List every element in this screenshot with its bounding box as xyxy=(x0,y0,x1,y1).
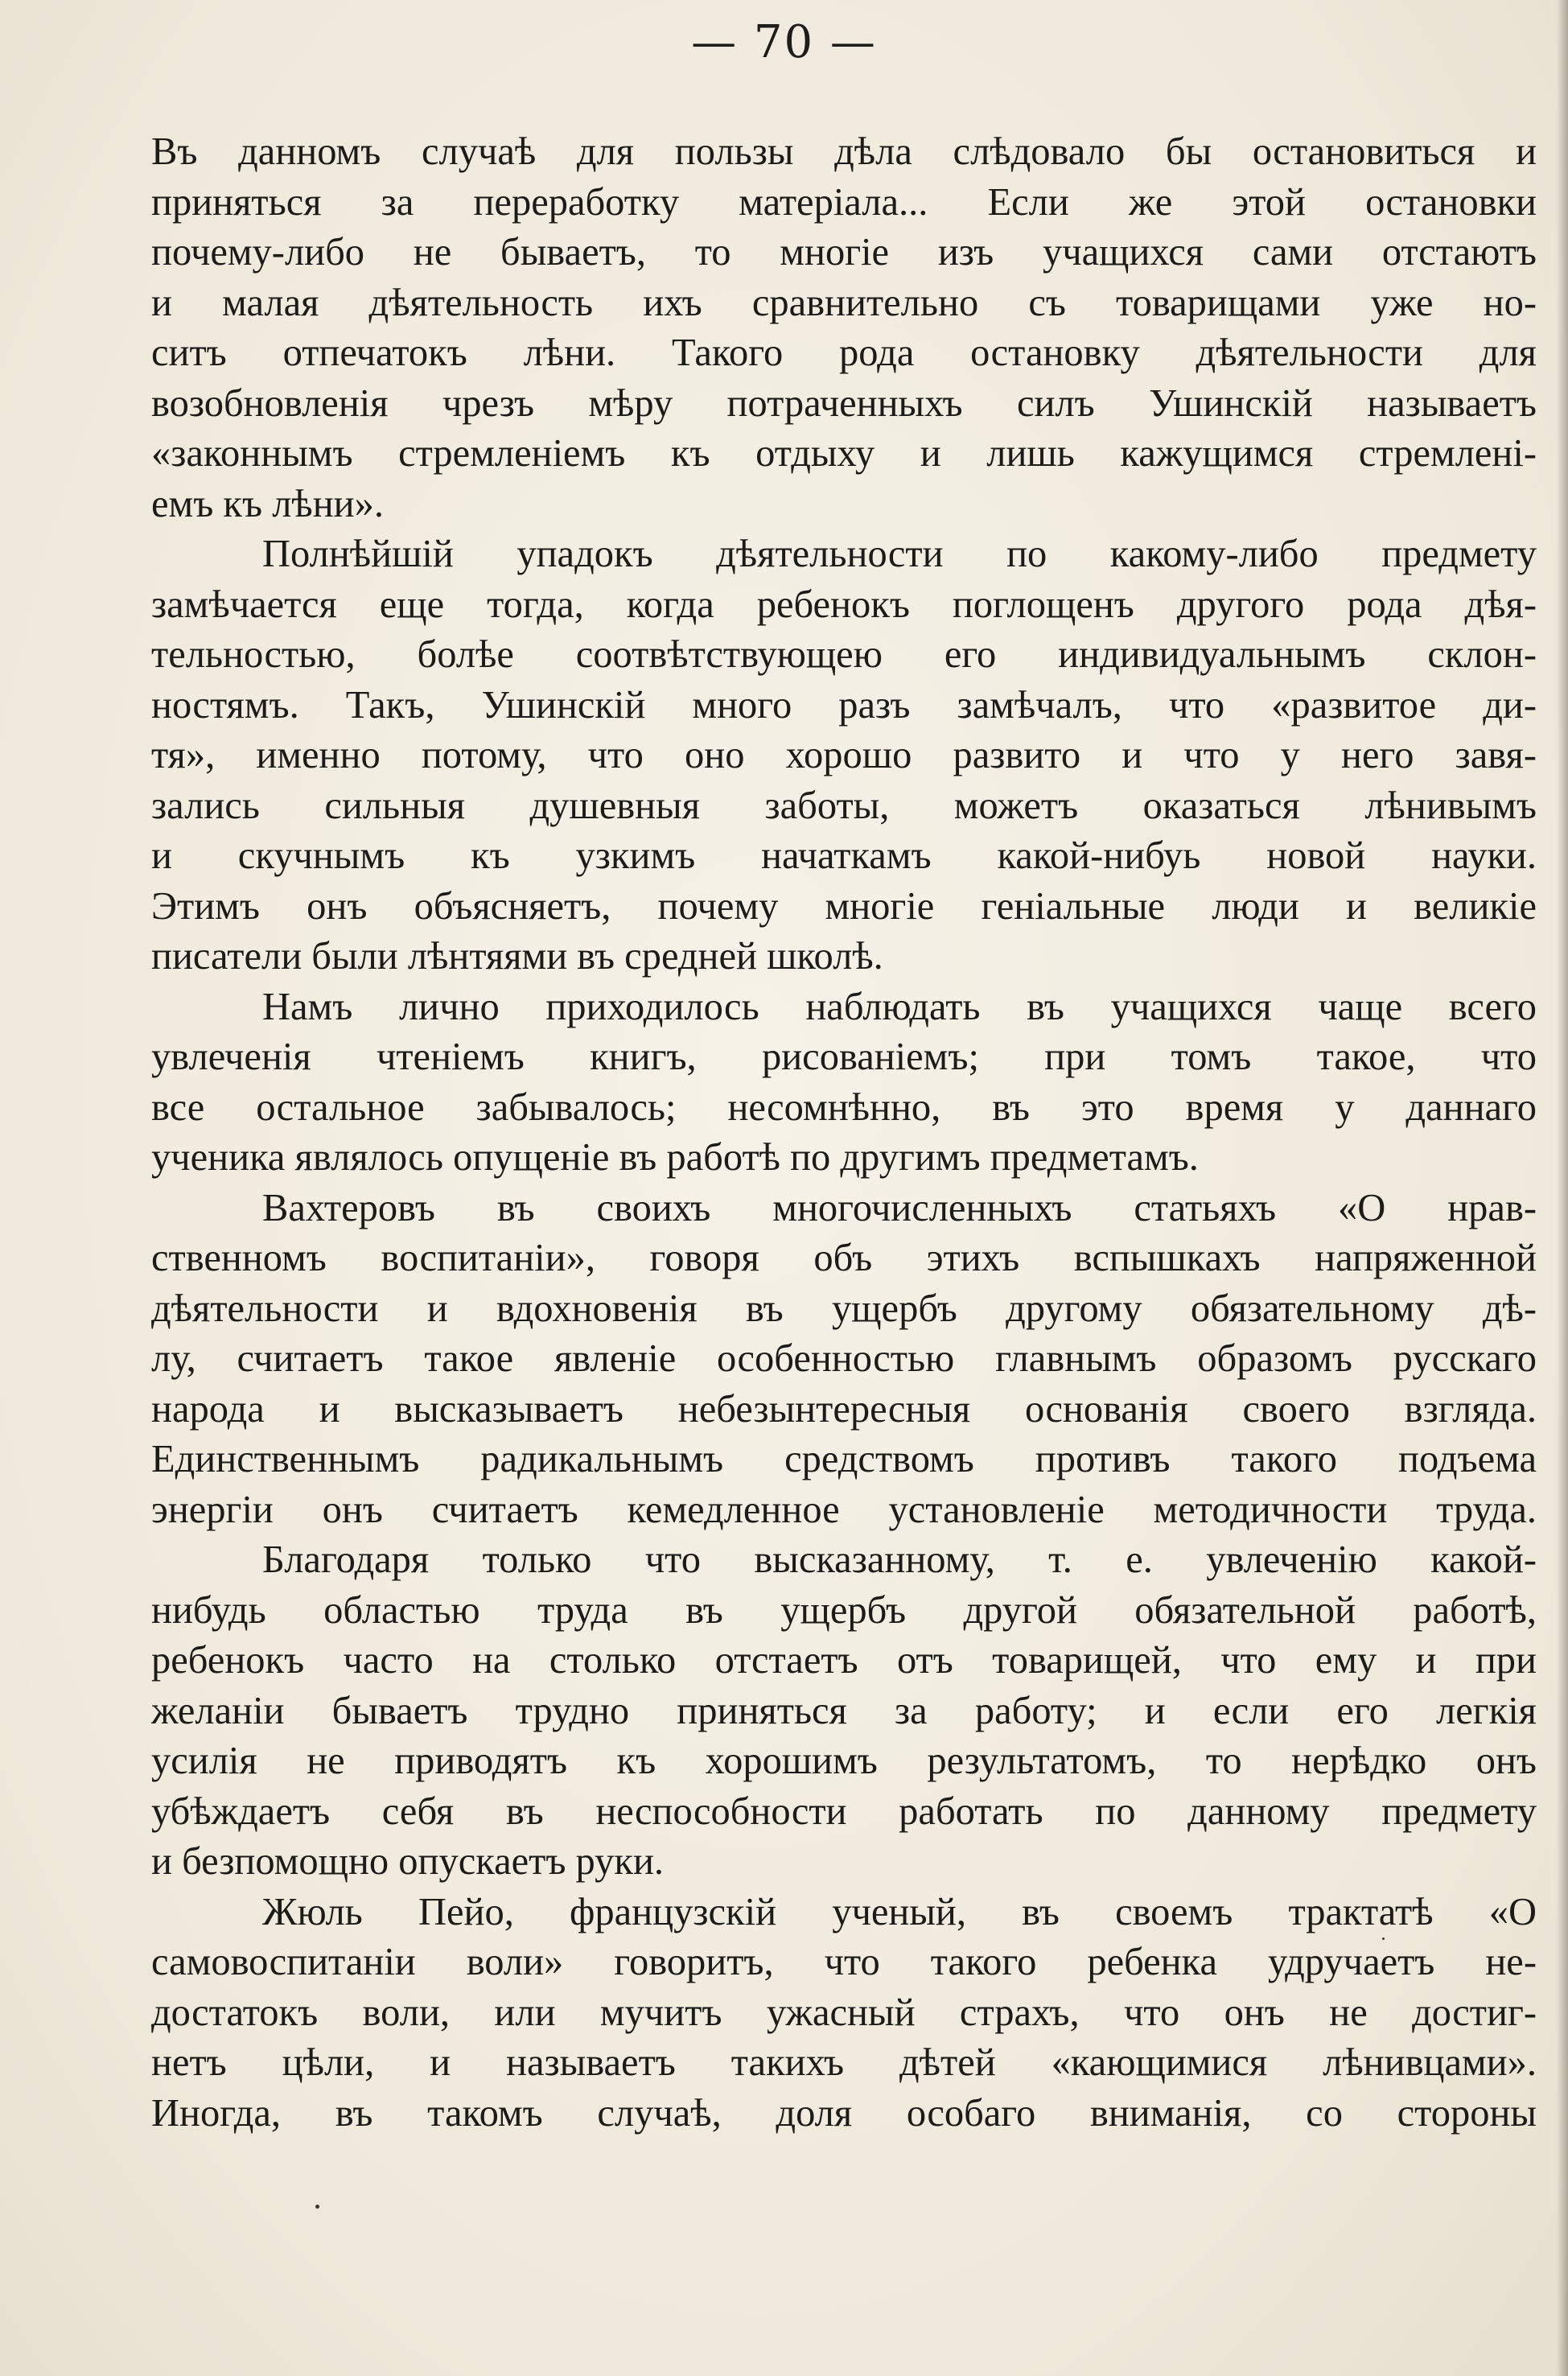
paragraph-5 xyxy=(151,1535,1537,1888)
body-text xyxy=(151,127,1537,2139)
paragraph-3 xyxy=(151,982,1537,1184)
text-line: и скучнымъ къ узкимъ начаткамъ какой-нибуь новой науки. xyxy=(151,834,1537,877)
text-line: ученика являлось опущеніе въ работѣ по другимъ предметамъ. xyxy=(151,1136,1199,1179)
text-line: ситъ отпечатокъ лѣни. Такого рода остановку дѣятельности для xyxy=(151,331,1537,374)
text-line: тя», именно потому, что оно хорошо развито и что у него завя- xyxy=(151,734,1537,776)
text-line: Полнѣйшій упадокъ дѣятельности по какому-либо предмету xyxy=(262,533,1537,575)
text-line: Этимъ онъ объясняетъ, почему многіе геніальные люди и великіе xyxy=(151,884,1537,928)
text-line: все остальное забывалось; несомнѣнно, въ это время у даннаго xyxy=(151,1085,1537,1129)
text-line: Благодаря только что высказанному, т. е. увлеченію какой- xyxy=(262,1538,1537,1581)
page-number: — 70 — xyxy=(691,16,877,68)
text-line: ственномъ воспитаніи», говоря объ этихъ вспышкахъ напряженной xyxy=(151,1237,1537,1279)
text-line: емъ къ лѣни». xyxy=(151,482,385,525)
text-line: Намъ лично приходилось наблюдать въ учащихся чаще всего xyxy=(262,985,1537,1028)
print-speck xyxy=(1382,1937,1385,1940)
print-speck xyxy=(315,2205,319,2209)
text-line: Иногда, въ такомъ случаѣ, доля особаго вниманія, со стороны xyxy=(151,2091,1537,2135)
text-line: народа и высказываетъ небезынтересныя основанія своего взгляда. xyxy=(151,1387,1537,1431)
text-line: увлеченія чтеніемъ книгъ, рисованіемъ; при томъ такое, что xyxy=(151,1036,1537,1078)
text-line: Единственнымъ радикальнымъ средствомъ противъ такого подъема xyxy=(151,1438,1537,1480)
paragraph-2 xyxy=(151,529,1537,982)
text-line: возобновленія чрезъ мѣру потраченныхъ силъ Ушинскій называетъ xyxy=(151,381,1537,425)
page-edge-shadow xyxy=(1557,0,1568,2376)
text-line: достатокъ воли, или мучитъ ужасный страхъ, что онъ не достиг- xyxy=(151,1991,1537,2034)
text-line: нетъ цѣли, и называетъ такихъ дѣтей «кающимися лѣнивцами». xyxy=(151,2041,1537,2084)
text-line: Въ данномъ случаѣ для пользы дѣла слѣдовало бы остановиться и xyxy=(151,130,1537,173)
text-line: желаніи бываетъ трудно приняться за работу; и если его легкія xyxy=(151,1689,1537,1732)
text-line: писатели были лѣнтяями въ средней школѣ. xyxy=(151,935,883,978)
text-line: ностямъ. Такъ, Ушинскій много разъ замѣчалъ, что «развитое ди- xyxy=(151,683,1537,727)
text-line: зались сильныя душевныя заботы, можетъ оказаться лѣнивымъ xyxy=(151,784,1537,827)
text-line: приняться за переработку матеріала... Если же этой остановки xyxy=(151,180,1537,224)
text-line: тельностью, болѣе соотвѣтствующею его индивидуальнымъ склон- xyxy=(151,633,1537,676)
text-line: нибудь областью труда въ ущербъ другой обязательной работѣ, xyxy=(151,1588,1537,1632)
text-line: убѣждаетъ себя въ неспособности работать по данному предмету xyxy=(151,1789,1537,1833)
paragraph-6 xyxy=(151,1888,1537,2139)
text-line: энергіи онъ считаетъ кемедленное установленіе методичности труда. xyxy=(151,1488,1537,1531)
text-line: «законнымъ стремленіемъ къ отдыху и лишь кажущимся стремлені- xyxy=(151,432,1537,475)
text-line: дѣятельности и вдохновенія въ ущербъ другому обязательному дѣ- xyxy=(151,1287,1537,1330)
text-line: Вахтеровъ въ своихъ многочисленныхъ статьяхъ «О нрав- xyxy=(262,1186,1537,1229)
text-line: ребенокъ часто на столько отстаетъ отъ товарищей, что ему и при xyxy=(151,1639,1537,1682)
text-line: усилія не приводятъ къ хорошимъ результатомъ, то нерѣдко онъ xyxy=(151,1740,1537,1782)
text-line: лу, считаетъ такое явленіе особенностью главнымъ образомъ русскаго xyxy=(151,1337,1537,1380)
paragraph-1 xyxy=(151,127,1537,529)
text-line: Жюль Пейо, французскій ученый, въ своемъ трактатѣ «О xyxy=(262,1890,1537,1933)
text-line: почему-либо не бываетъ, то многіе изъ учащихся сами отстаютъ xyxy=(151,231,1537,274)
text-line: самовоспитаніи воли» говоритъ, что такого ребенка удручаетъ не- xyxy=(151,1941,1537,1983)
text-line: и малая дѣятельность ихъ сравнительно съ товарищами уже но- xyxy=(151,281,1537,324)
text-line: и безпомощно опускаетъ руки. xyxy=(151,1840,665,1883)
paragraph-4 xyxy=(151,1184,1537,1536)
text-line: замѣчается еще тогда, когда ребенокъ поглощенъ другого рода дѣя- xyxy=(151,583,1537,626)
